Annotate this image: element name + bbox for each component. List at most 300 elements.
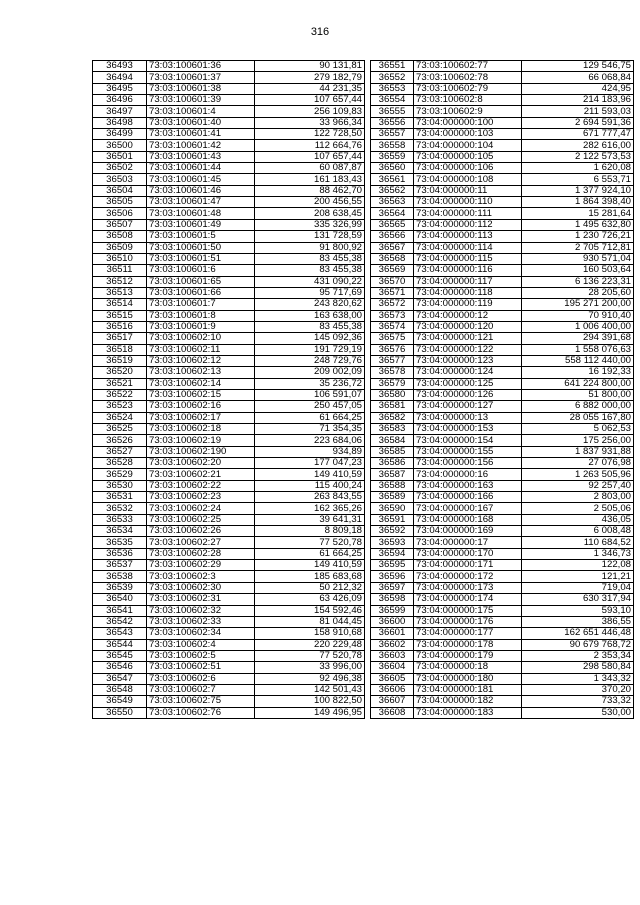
row-number: 36577	[371, 355, 414, 366]
cadastral-value: 158 910,68	[255, 628, 365, 639]
cadastral-number: 73:03:100602:9	[414, 106, 522, 117]
row-number: 36582	[371, 412, 414, 423]
cadastral-number: 73:04:000000:116	[414, 265, 522, 276]
cadastral-value: 593,10	[522, 605, 634, 616]
row-number: 36587	[371, 469, 414, 480]
row-number: 36590	[371, 503, 414, 514]
cadastral-value: 1 558 076,63	[522, 344, 634, 355]
table-row	[371, 503, 634, 514]
cadastral-value: 77 520,78	[255, 537, 365, 548]
table-row	[371, 446, 634, 457]
row-number: 36541	[93, 605, 147, 616]
table-row	[371, 480, 634, 491]
table-row	[93, 163, 365, 174]
row-number: 36494	[93, 72, 147, 83]
cadastral-number: 73:03:100602:31	[147, 594, 255, 605]
table-row	[93, 537, 365, 548]
cadastral-value: 335 326,99	[255, 219, 365, 230]
table-row	[371, 639, 634, 650]
cadastral-value: 200 456,55	[255, 197, 365, 208]
cadastral-value: 282 616,00	[522, 140, 634, 151]
table-row	[371, 662, 634, 673]
row-number: 36608	[371, 707, 414, 718]
cadastral-value: 243 820,62	[255, 299, 365, 310]
cadastral-value: 208 638,45	[255, 208, 365, 219]
row-number: 36556	[371, 117, 414, 128]
row-number: 36579	[371, 378, 414, 389]
table-row	[93, 321, 365, 332]
table-row	[93, 61, 365, 72]
row-number: 36529	[93, 469, 147, 480]
table-row	[371, 492, 634, 503]
cadastral-value: 16 192,33	[522, 367, 634, 378]
cadastral-number: 73:03:100601:5	[147, 231, 255, 242]
row-number: 36536	[93, 548, 147, 559]
cadastral-value: 33 966,34	[255, 117, 365, 128]
row-number: 36559	[371, 151, 414, 162]
cadastral-number: 73:04:000000:100	[414, 117, 522, 128]
row-number: 36572	[371, 299, 414, 310]
row-number: 36571	[371, 287, 414, 298]
cadastral-number: 73:03:100602:76	[147, 707, 255, 718]
cadastral-number: 73:03:100602:25	[147, 514, 255, 525]
cadastral-value: 66 068,84	[522, 72, 634, 83]
table-row	[93, 197, 365, 208]
table-row	[371, 469, 634, 480]
cadastral-value: 5 062,53	[522, 424, 634, 435]
row-number: 36542	[93, 616, 147, 627]
row-number: 36560	[371, 163, 414, 174]
table-row	[93, 684, 365, 695]
table-row	[371, 242, 634, 253]
cadastral-value: 6 136 223,31	[522, 276, 634, 287]
table-row	[93, 628, 365, 639]
cadastral-number: 73:04:000000:123	[414, 355, 522, 366]
row-number: 36575	[371, 333, 414, 344]
cadastral-value: 107 657,44	[255, 151, 365, 162]
table-row	[93, 83, 365, 94]
cadastral-number: 73:04:000000:155	[414, 446, 522, 457]
cadastral-value: 161 183,43	[255, 174, 365, 185]
cadastral-value: 1 346,73	[522, 548, 634, 559]
cadastral-number: 73:03:100602:10	[147, 333, 255, 344]
cadastral-number: 73:03:100601:39	[147, 95, 255, 106]
table-row	[371, 72, 634, 83]
cadastral-value: 1 263 505,96	[522, 469, 634, 480]
cadastral-number: 73:04:000000:181	[414, 684, 522, 695]
table-row	[371, 696, 634, 707]
row-number: 36547	[93, 673, 147, 684]
cadastral-value: 145 092,36	[255, 333, 365, 344]
cadastral-value: 185 683,68	[255, 571, 365, 582]
row-number: 36512	[93, 276, 147, 287]
table-row	[371, 185, 634, 196]
row-number: 36504	[93, 185, 147, 196]
row-number: 36555	[371, 106, 414, 117]
table-row	[371, 106, 634, 117]
cadastral-value: 63 426,09	[255, 594, 365, 605]
cadastral-number: 73:04:000000:183	[414, 707, 522, 718]
right-table-body	[371, 61, 634, 719]
cadastral-number: 73:03:100602:5	[147, 650, 255, 661]
cadastral-number: 73:03:100602:28	[147, 548, 255, 559]
cadastral-value: 81 044,45	[255, 616, 365, 627]
table-row	[371, 616, 634, 627]
row-number: 36604	[371, 662, 414, 673]
row-number: 36581	[371, 401, 414, 412]
table-row	[93, 412, 365, 423]
table-row	[93, 458, 365, 469]
table-row	[371, 151, 634, 162]
cadastral-value: 121,21	[522, 571, 634, 582]
table-row	[93, 299, 365, 310]
cadastral-value: 112 664,76	[255, 140, 365, 151]
row-number: 36543	[93, 628, 147, 639]
row-number: 36513	[93, 287, 147, 298]
cadastral-value: 61 664,25	[255, 412, 365, 423]
cadastral-number: 73:04:000000:175	[414, 605, 522, 616]
cadastral-value: 88 462,70	[255, 185, 365, 196]
table-row	[93, 174, 365, 185]
table-row	[93, 662, 365, 673]
cadastral-value: 223 684,06	[255, 435, 365, 446]
table-row	[93, 435, 365, 446]
table-row	[371, 117, 634, 128]
right-table	[370, 60, 634, 719]
cadastral-value: 83 455,38	[255, 253, 365, 264]
cadastral-number: 73:03:100602:79	[414, 83, 522, 94]
cadastral-number: 73:03:100602:14	[147, 378, 255, 389]
row-number: 36495	[93, 83, 147, 94]
row-number: 36584	[371, 435, 414, 446]
table-row	[371, 265, 634, 276]
cadastral-value: 250 457,05	[255, 401, 365, 412]
cadastral-value: 131 728,59	[255, 231, 365, 242]
table-row	[93, 72, 365, 83]
row-number: 36544	[93, 639, 147, 650]
table-row	[93, 95, 365, 106]
row-number: 36558	[371, 140, 414, 151]
cadastral-value: 6 008,48	[522, 526, 634, 537]
table-row	[371, 197, 634, 208]
row-number: 36549	[93, 696, 147, 707]
cadastral-number: 73:03:100602:6	[147, 673, 255, 684]
row-number: 36589	[371, 492, 414, 503]
cadastral-number: 73:04:000000:171	[414, 560, 522, 571]
cadastral-value: 2 505,06	[522, 503, 634, 514]
cadastral-number: 73:03:100602:11	[147, 344, 255, 355]
table-row	[371, 83, 634, 94]
cadastral-number: 73:03:100602:32	[147, 605, 255, 616]
row-number: 36531	[93, 492, 147, 503]
cadastral-number: 73:04:000000:167	[414, 503, 522, 514]
cadastral-value: 160 503,64	[522, 265, 634, 276]
cadastral-value: 27 076,98	[522, 458, 634, 469]
cadastral-number: 73:03:100601:4	[147, 106, 255, 117]
cadastral-number: 73:03:100601:8	[147, 310, 255, 321]
cadastral-number: 73:03:100602:34	[147, 628, 255, 639]
cadastral-number: 73:03:100602:26	[147, 526, 255, 537]
table-row	[93, 560, 365, 571]
row-number: 36516	[93, 321, 147, 332]
table-row	[93, 571, 365, 582]
cadastral-number: 73:04:000000:170	[414, 548, 522, 559]
cadastral-value: 83 455,38	[255, 321, 365, 332]
table-row	[371, 310, 634, 321]
table-row	[93, 616, 365, 627]
cadastral-value: 162 365,26	[255, 503, 365, 514]
row-number: 36568	[371, 253, 414, 264]
table-row	[93, 367, 365, 378]
cadastral-value: 154 592,46	[255, 605, 365, 616]
cadastral-value: 630 317,94	[522, 594, 634, 605]
row-number: 36597	[371, 582, 414, 593]
cadastral-value: 110 684,52	[522, 537, 634, 548]
cadastral-value: 100 822,50	[255, 696, 365, 707]
row-number: 36602	[371, 639, 414, 650]
cadastral-value: 6 882 000,00	[522, 401, 634, 412]
cadastral-number: 73:03:100602:4	[147, 639, 255, 650]
table-row	[93, 242, 365, 253]
table-row	[371, 389, 634, 400]
cadastral-value: 370,20	[522, 684, 634, 695]
row-number: 36493	[93, 61, 147, 72]
cadastral-value: 930 571,04	[522, 253, 634, 264]
cadastral-value: 1 230 726,21	[522, 231, 634, 242]
cadastral-value: 70 910,40	[522, 310, 634, 321]
row-number: 36526	[93, 435, 147, 446]
cadastral-value: 191 729,19	[255, 344, 365, 355]
cadastral-number: 73:04:000000:166	[414, 492, 522, 503]
cadastral-value: 256 109,83	[255, 106, 365, 117]
table-row	[93, 344, 365, 355]
row-number: 36596	[371, 571, 414, 582]
table-row	[371, 95, 634, 106]
cadastral-number: 73:03:100602:23	[147, 492, 255, 503]
cadastral-number: 73:04:000000:168	[414, 514, 522, 525]
cadastral-value: 28 055 167,80	[522, 412, 634, 423]
cadastral-value: 149 496,95	[255, 707, 365, 718]
cadastral-value: 51 800,00	[522, 389, 634, 400]
cadastral-value: 558 112 440,00	[522, 355, 634, 366]
row-number: 36534	[93, 526, 147, 537]
cadastral-value: 60 087,87	[255, 163, 365, 174]
cadastral-number: 73:04:000000:177	[414, 628, 522, 639]
cadastral-value: 33 996,00	[255, 662, 365, 673]
cadastral-value: 431 090,22	[255, 276, 365, 287]
left-table	[92, 60, 365, 719]
table-row	[371, 253, 634, 264]
cadastral-number: 73:03:100602:8	[414, 95, 522, 106]
cadastral-number: 73:03:100602:12	[147, 355, 255, 366]
row-number: 36553	[371, 83, 414, 94]
cadastral-value: 1 837 931,88	[522, 446, 634, 457]
row-number: 36600	[371, 616, 414, 627]
table-row	[93, 355, 365, 366]
row-number: 36546	[93, 662, 147, 673]
row-number: 36538	[93, 571, 147, 582]
cadastral-number: 73:04:000000:121	[414, 333, 522, 344]
cadastral-number: 73:04:000000:169	[414, 526, 522, 537]
row-number: 36606	[371, 684, 414, 695]
row-number: 36505	[93, 197, 147, 208]
cadastral-number: 73:03:100601:9	[147, 321, 255, 332]
cadastral-number: 73:04:000000:154	[414, 435, 522, 446]
row-number: 36532	[93, 503, 147, 514]
cadastral-number: 73:03:100602:78	[414, 72, 522, 83]
table-row	[93, 287, 365, 298]
table-row	[371, 537, 634, 548]
row-number: 36592	[371, 526, 414, 537]
row-number: 36567	[371, 242, 414, 253]
cadastral-value: 95 717,69	[255, 287, 365, 298]
row-number: 36506	[93, 208, 147, 219]
table-row	[371, 514, 634, 525]
table-row	[93, 151, 365, 162]
cadastral-number: 73:03:100602:27	[147, 537, 255, 548]
row-number: 36507	[93, 219, 147, 230]
cadastral-value: 44 231,35	[255, 83, 365, 94]
cadastral-number: 73:04:000000:153	[414, 424, 522, 435]
cadastral-number: 73:03:100601:44	[147, 163, 255, 174]
row-number: 36508	[93, 231, 147, 242]
cadastral-value: 195 271 200,00	[522, 299, 634, 310]
table-row	[371, 321, 634, 332]
table-row	[371, 287, 634, 298]
cadastral-number: 73:03:100602:21	[147, 469, 255, 480]
cadastral-value: 530,00	[522, 707, 634, 718]
row-number: 36525	[93, 424, 147, 435]
table-row	[93, 276, 365, 287]
cadastral-number: 73:04:000000:106	[414, 163, 522, 174]
cadastral-value: 163 638,00	[255, 310, 365, 321]
row-number: 36510	[93, 253, 147, 264]
cadastral-value: 122,08	[522, 560, 634, 571]
row-number: 36603	[371, 650, 414, 661]
row-number: 36515	[93, 310, 147, 321]
cadastral-number: 73:03:100601:42	[147, 140, 255, 151]
cadastral-number: 73:03:100601:51	[147, 253, 255, 264]
row-number: 36530	[93, 480, 147, 491]
cadastral-value: 209 002,09	[255, 367, 365, 378]
row-number: 36509	[93, 242, 147, 253]
cadastral-number: 73:04:000000:104	[414, 140, 522, 151]
row-number: 36580	[371, 389, 414, 400]
cadastral-value: 1 620,08	[522, 163, 634, 174]
cadastral-number: 73:03:100602:75	[147, 696, 255, 707]
cadastral-number: 73:04:000000:113	[414, 231, 522, 242]
table-row	[93, 446, 365, 457]
row-number: 36511	[93, 265, 147, 276]
table-row	[371, 673, 634, 684]
cadastral-number: 73:03:100601:48	[147, 208, 255, 219]
cadastral-value: 92 496,38	[255, 673, 365, 684]
table-row	[93, 582, 365, 593]
cadastral-value: 294 391,68	[522, 333, 634, 344]
cadastral-value: 2 705 712,81	[522, 242, 634, 253]
cadastral-value: 15 281,64	[522, 208, 634, 219]
row-number: 36574	[371, 321, 414, 332]
table-row	[93, 526, 365, 537]
table-row	[371, 526, 634, 537]
row-number: 36523	[93, 401, 147, 412]
cadastral-number: 73:03:100602:20	[147, 458, 255, 469]
cadastral-number: 73:04:000000:182	[414, 696, 522, 707]
table-row	[371, 458, 634, 469]
table-row	[371, 378, 634, 389]
cadastral-value: 1 006 400,00	[522, 321, 634, 332]
table-row	[93, 492, 365, 503]
row-number: 36501	[93, 151, 147, 162]
table-row	[93, 696, 365, 707]
cadastral-value: 90 679 768,72	[522, 639, 634, 650]
cadastral-number: 73:03:100601:65	[147, 276, 255, 287]
cadastral-value: 90 131,81	[255, 61, 365, 72]
table-row	[371, 333, 634, 344]
table-row	[93, 650, 365, 661]
table-row	[93, 129, 365, 140]
cadastral-number: 73:04:000000:120	[414, 321, 522, 332]
row-number: 36524	[93, 412, 147, 423]
row-number: 36497	[93, 106, 147, 117]
cadastral-number: 73:04:000000:127	[414, 401, 522, 412]
cadastral-value: 211 593,03	[522, 106, 634, 117]
cadastral-value: 1 343,32	[522, 673, 634, 684]
cadastral-value: 115 400,24	[255, 480, 365, 491]
row-number: 36607	[371, 696, 414, 707]
cadastral-number: 73:03:100602:51	[147, 662, 255, 673]
cadastral-value: 50 212,32	[255, 582, 365, 593]
cadastral-value: 71 354,35	[255, 424, 365, 435]
row-number: 36500	[93, 140, 147, 151]
cadastral-number: 73:04:000000:125	[414, 378, 522, 389]
row-number: 36585	[371, 446, 414, 457]
cadastral-value: 733,32	[522, 696, 634, 707]
table-row	[371, 163, 634, 174]
cadastral-value: 149 410,59	[255, 469, 365, 480]
cadastral-number: 73:04:000000:180	[414, 673, 522, 684]
cadastral-number: 73:04:000000:112	[414, 219, 522, 230]
cadastral-number: 73:03:100602:33	[147, 616, 255, 627]
table-row	[371, 594, 634, 605]
row-number: 36527	[93, 446, 147, 457]
table-row	[93, 469, 365, 480]
cadastral-value: 142 501,43	[255, 684, 365, 695]
cadastral-value: 91 800,92	[255, 242, 365, 253]
row-number: 36586	[371, 458, 414, 469]
cadastral-number: 73:04:000000:115	[414, 253, 522, 264]
cadastral-number: 73:03:100602:30	[147, 582, 255, 593]
cadastral-number: 73:04:000000:172	[414, 571, 522, 582]
table-row	[93, 140, 365, 151]
row-number: 36565	[371, 219, 414, 230]
table-row	[371, 605, 634, 616]
table-row	[93, 333, 365, 344]
table-row	[93, 514, 365, 525]
cadastral-number: 73:03:100601:6	[147, 265, 255, 276]
row-number: 36521	[93, 378, 147, 389]
row-number: 36548	[93, 684, 147, 695]
table-row	[371, 299, 634, 310]
cadastral-number: 73:03:100602:77	[414, 61, 522, 72]
cadastral-number: 73:04:000000:11	[414, 185, 522, 196]
cadastral-number: 73:04:000000:111	[414, 208, 522, 219]
cadastral-value: 1 377 924,10	[522, 185, 634, 196]
table-row	[371, 412, 634, 423]
table-row	[371, 650, 634, 661]
row-number: 36502	[93, 163, 147, 174]
cadastral-number: 73:03:100602:17	[147, 412, 255, 423]
